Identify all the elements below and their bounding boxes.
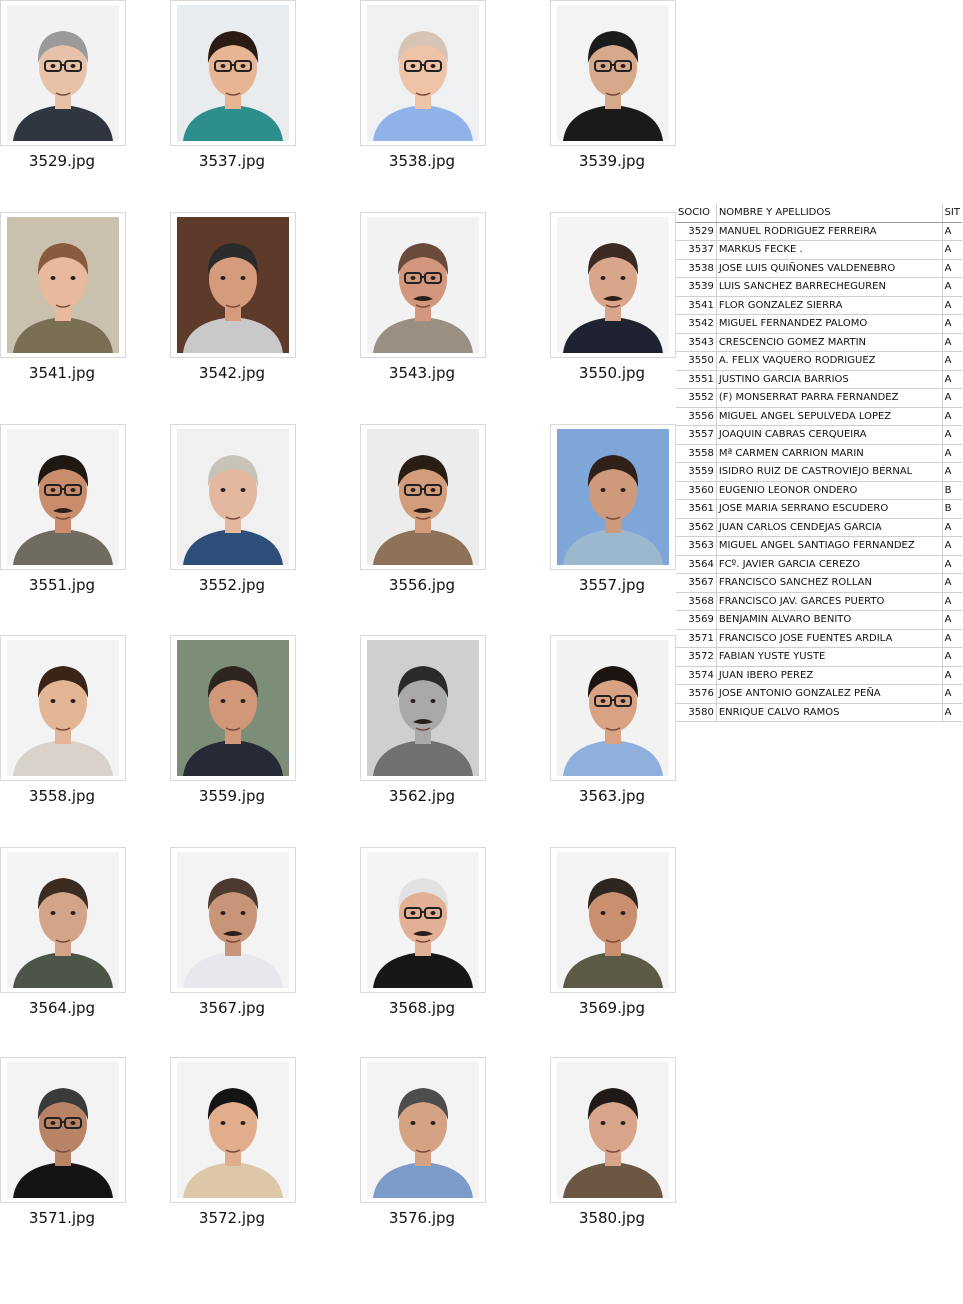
cell-nombre: ENRIQUE CALVO RAMOS <box>716 703 942 722</box>
portrait-photo <box>557 5 669 141</box>
cell-nombre: ISIDRO RUIZ DE CASTROVIEJO BERNAL <box>716 463 942 482</box>
cell-socio: 3563 <box>676 537 716 556</box>
photo-tile[interactable] <box>360 1057 550 1257</box>
table-row <box>676 648 962 667</box>
cell-sit: A <box>942 648 962 667</box>
photo-thumbnail[interactable] <box>360 1057 486 1203</box>
photo-thumbnail[interactable] <box>550 424 676 570</box>
cell-socio: 3538 <box>676 259 716 278</box>
portrait-photo <box>7 1062 119 1198</box>
photo-tile[interactable] <box>170 847 360 1047</box>
portrait-photo <box>7 640 119 776</box>
photo-thumbnail[interactable] <box>170 847 296 993</box>
cell-sit: A <box>942 703 962 722</box>
portrait-photo <box>367 217 479 353</box>
photo-thumbnail[interactable] <box>550 635 676 781</box>
photo-filename: 3537.jpg <box>198 152 266 170</box>
cell-socio: 3576 <box>676 685 716 704</box>
cell-sit: A <box>942 278 962 297</box>
photo-filename: 3562.jpg <box>388 787 456 805</box>
cell-socio: 3558 <box>676 444 716 463</box>
portrait-photo <box>367 429 479 565</box>
cell-nombre: JUAN IBERO PEREZ <box>716 666 942 685</box>
photo-tile[interactable] <box>360 847 550 1047</box>
photo-thumbnail[interactable] <box>550 847 676 993</box>
cell-socio: 3568 <box>676 592 716 611</box>
table-row <box>676 611 962 630</box>
cell-socio: 3552 <box>676 389 716 408</box>
table-row <box>676 333 962 352</box>
cell-sit: B <box>942 500 962 519</box>
photo-thumbnail[interactable] <box>170 1057 296 1203</box>
cell-nombre: FCº. JAVIER GARCIA CEREZO <box>716 555 942 574</box>
photo-filename: 3543.jpg <box>388 364 456 382</box>
table-row <box>676 352 962 371</box>
table-row <box>676 389 962 408</box>
photo-thumbnail[interactable] <box>170 635 296 781</box>
cell-socio: 3572 <box>676 648 716 667</box>
cell-sit: A <box>942 407 962 426</box>
portrait-photo <box>7 217 119 353</box>
table-row <box>676 370 962 389</box>
cell-nombre: JUSTINO GARCIA BARRIOS <box>716 370 942 389</box>
portrait-photo <box>177 429 289 565</box>
table-row <box>676 241 962 260</box>
photo-tile[interactable] <box>0 0 190 200</box>
table-row <box>676 426 962 445</box>
photo-filename: 3567.jpg <box>198 999 266 1017</box>
photo-tile[interactable] <box>0 635 190 835</box>
photo-filename: 3580.jpg <box>578 1209 646 1227</box>
cell-sit: A <box>942 426 962 445</box>
photo-tile[interactable] <box>550 0 740 200</box>
cell-nombre: BENJAMIN ALVARO BENITO <box>716 611 942 630</box>
table-row <box>676 463 962 482</box>
cell-socio: 3559 <box>676 463 716 482</box>
cell-socio: 3529 <box>676 222 716 241</box>
photo-filename: 3568.jpg <box>388 999 456 1017</box>
photo-filename: 3539.jpg <box>578 152 646 170</box>
photo-tile[interactable] <box>170 0 360 200</box>
photo-thumbnail[interactable] <box>170 424 296 570</box>
photo-tile[interactable] <box>0 1057 190 1257</box>
photo-thumbnail[interactable] <box>0 0 126 146</box>
portrait-photo <box>177 1062 289 1198</box>
photo-tile[interactable] <box>170 424 360 624</box>
cell-nombre: JOSE ANTONIO GONZALEZ PEÑA <box>716 685 942 704</box>
portrait-photo <box>367 1062 479 1198</box>
photo-tile[interactable] <box>170 1057 360 1257</box>
photo-thumbnail[interactable] <box>170 0 296 146</box>
photo-filename: 3538.jpg <box>388 152 456 170</box>
portrait-photo <box>557 1062 669 1198</box>
photo-filename: 3551.jpg <box>28 576 96 594</box>
header-socio: SOCIO <box>676 204 716 222</box>
cell-sit: A <box>942 574 962 593</box>
photo-filename: 3571.jpg <box>28 1209 96 1227</box>
table-row <box>676 278 962 297</box>
table-row <box>676 592 962 611</box>
cell-socio: 3539 <box>676 278 716 297</box>
cell-sit: A <box>942 222 962 241</box>
cell-nombre: A. FELIX VAQUERO RODRIGUEZ <box>716 352 942 371</box>
cell-sit: A <box>942 389 962 408</box>
portrait-photo <box>7 429 119 565</box>
cell-nombre: FLOR GONZALEZ SIERRA <box>716 296 942 315</box>
portrait-photo <box>177 640 289 776</box>
cell-sit: A <box>942 666 962 685</box>
photo-filename: 3564.jpg <box>28 999 96 1017</box>
cell-nombre: FRANCISCO JAV. GARCES PUERTO <box>716 592 942 611</box>
cell-nombre: JUAN CARLOS CENDEJAS GARCIA <box>716 518 942 537</box>
table-row <box>676 315 962 334</box>
photo-filename: 3552.jpg <box>198 576 266 594</box>
table-row <box>676 574 962 593</box>
cell-sit: A <box>942 352 962 371</box>
photo-thumbnail[interactable] <box>0 212 126 358</box>
cell-sit: A <box>942 370 962 389</box>
cell-nombre: FRANCISCO JOSE FUENTES ARDILA <box>716 629 942 648</box>
cell-sit: A <box>942 685 962 704</box>
table-row <box>676 666 962 685</box>
cell-socio: 3560 <box>676 481 716 500</box>
cell-socio: 3567 <box>676 574 716 593</box>
cell-sit: A <box>942 555 962 574</box>
table-row <box>676 444 962 463</box>
photo-tile[interactable] <box>0 424 190 624</box>
portrait-photo <box>367 852 479 988</box>
photo-tile[interactable] <box>360 635 550 835</box>
cell-socio: 3542 <box>676 315 716 334</box>
header-nombre: NOMBRE Y APELLIDOS <box>716 204 942 222</box>
portrait-photo <box>557 640 669 776</box>
cell-socio: 3550 <box>676 352 716 371</box>
table-row <box>676 481 962 500</box>
cell-sit: A <box>942 463 962 482</box>
cell-sit: A <box>942 537 962 556</box>
photo-tile[interactable] <box>360 424 550 624</box>
cell-sit: A <box>942 296 962 315</box>
photo-tile[interactable] <box>550 1057 740 1257</box>
portrait-photo <box>557 217 669 353</box>
photo-thumbnail[interactable] <box>0 847 126 993</box>
portrait-photo <box>177 217 289 353</box>
photo-thumbnail[interactable] <box>0 635 126 781</box>
table-row <box>676 537 962 556</box>
photo-tile[interactable] <box>0 212 190 412</box>
portrait-photo <box>367 640 479 776</box>
photo-thumbnail[interactable] <box>550 212 676 358</box>
photo-filename: 3542.jpg <box>198 364 266 382</box>
cell-sit: A <box>942 518 962 537</box>
cell-socio: 3543 <box>676 333 716 352</box>
cell-sit: A <box>942 315 962 334</box>
table-row <box>676 500 962 519</box>
cell-nombre: JOAQUIN CABRAS CERQUEIRA <box>716 426 942 445</box>
photo-tile[interactable] <box>360 212 550 412</box>
cell-nombre: (F) MONSERRAT PARRA FERNANDEZ <box>716 389 942 408</box>
photo-thumbnail[interactable] <box>360 635 486 781</box>
photo-filename: 3572.jpg <box>198 1209 266 1227</box>
cell-socio: 3537 <box>676 241 716 260</box>
cell-nombre: CRESCENCIO GOMEZ MARTIN <box>716 333 942 352</box>
photo-thumbnail[interactable] <box>170 212 296 358</box>
cell-sit: A <box>942 444 962 463</box>
cell-socio: 3551 <box>676 370 716 389</box>
members-table <box>676 204 962 722</box>
table-row <box>676 703 962 722</box>
cell-socio: 3556 <box>676 407 716 426</box>
portrait-photo <box>557 852 669 988</box>
cell-socio: 3571 <box>676 629 716 648</box>
cell-nombre: Mª CARMEN CARRION MARIN <box>716 444 942 463</box>
header-sit: SIT <box>942 204 962 222</box>
cell-sit: A <box>942 241 962 260</box>
cell-nombre: MIGUEL ANGEL SANTIAGO FERNANDEZ <box>716 537 942 556</box>
photo-filename: 3558.jpg <box>28 787 96 805</box>
portrait-photo <box>177 5 289 141</box>
cell-sit: A <box>942 611 962 630</box>
photo-filename: 3569.jpg <box>578 999 646 1017</box>
table-row <box>676 518 962 537</box>
photo-filename: 3529.jpg <box>28 152 96 170</box>
photo-tile[interactable] <box>0 847 190 1047</box>
photo-thumbnail[interactable] <box>360 847 486 993</box>
photo-filename: 3557.jpg <box>578 576 646 594</box>
portrait-photo <box>7 5 119 141</box>
photo-tile[interactable] <box>170 635 360 835</box>
cell-sit: A <box>942 259 962 278</box>
table-header-row <box>676 204 962 222</box>
cell-nombre: EUGENIO LEONOR ONDERO <box>716 481 942 500</box>
cell-nombre: MIGUEL ANGEL SEPULVEDA LOPEZ <box>716 407 942 426</box>
photo-filename: 3563.jpg <box>578 787 646 805</box>
portrait-photo <box>367 5 479 141</box>
cell-nombre: MIGUEL FERNANDEZ PALOMO <box>716 315 942 334</box>
cell-nombre: FABIAN YUSTE YUSTE <box>716 648 942 667</box>
portrait-photo <box>7 852 119 988</box>
photo-filename: 3576.jpg <box>388 1209 456 1227</box>
cell-sit: A <box>942 592 962 611</box>
cell-socio: 3574 <box>676 666 716 685</box>
cell-nombre: JOSE LUIS QUIÑONES VALDENEBRO <box>716 259 942 278</box>
table-row <box>676 296 962 315</box>
cell-nombre: LUIS SANCHEZ BARRECHEGUREN <box>716 278 942 297</box>
cell-sit: B <box>942 481 962 500</box>
photo-thumbnail[interactable] <box>550 0 676 146</box>
table-row <box>676 555 962 574</box>
cell-socio: 3569 <box>676 611 716 630</box>
cell-nombre: FRANCISCO SANCHEZ ROLLAN <box>716 574 942 593</box>
table-row <box>676 685 962 704</box>
photo-thumbnail[interactable] <box>0 1057 126 1203</box>
cell-socio: 3561 <box>676 500 716 519</box>
cell-nombre: MANUEL RODRIGUEZ FERREIRA <box>716 222 942 241</box>
photo-thumbnail[interactable] <box>360 212 486 358</box>
photo-thumbnail[interactable] <box>360 0 486 146</box>
photo-filename: 3550.jpg <box>578 364 646 382</box>
photo-thumbnail[interactable] <box>0 424 126 570</box>
photo-filename: 3556.jpg <box>388 576 456 594</box>
cell-socio: 3562 <box>676 518 716 537</box>
portrait-photo <box>177 852 289 988</box>
cell-sit: A <box>942 333 962 352</box>
cell-sit: A <box>942 629 962 648</box>
photo-tile[interactable] <box>360 0 550 200</box>
table-row <box>676 407 962 426</box>
cell-socio: 3541 <box>676 296 716 315</box>
table-row <box>676 259 962 278</box>
cell-nombre: MARKUS FECKE . <box>716 241 942 260</box>
photo-thumbnail[interactable] <box>550 1057 676 1203</box>
cell-socio: 3580 <box>676 703 716 722</box>
cell-socio: 3557 <box>676 426 716 445</box>
portrait-photo <box>557 429 669 565</box>
photo-tile[interactable] <box>170 212 360 412</box>
table-row <box>676 629 962 648</box>
photo-thumbnail[interactable] <box>360 424 486 570</box>
cell-socio: 3564 <box>676 555 716 574</box>
photo-filename: 3559.jpg <box>198 787 266 805</box>
table-row <box>676 222 962 241</box>
photo-filename: 3541.jpg <box>28 364 96 382</box>
photo-tile[interactable] <box>550 847 740 1047</box>
cell-nombre: JOSE MARIA SERRANO ESCUDERO <box>716 500 942 519</box>
